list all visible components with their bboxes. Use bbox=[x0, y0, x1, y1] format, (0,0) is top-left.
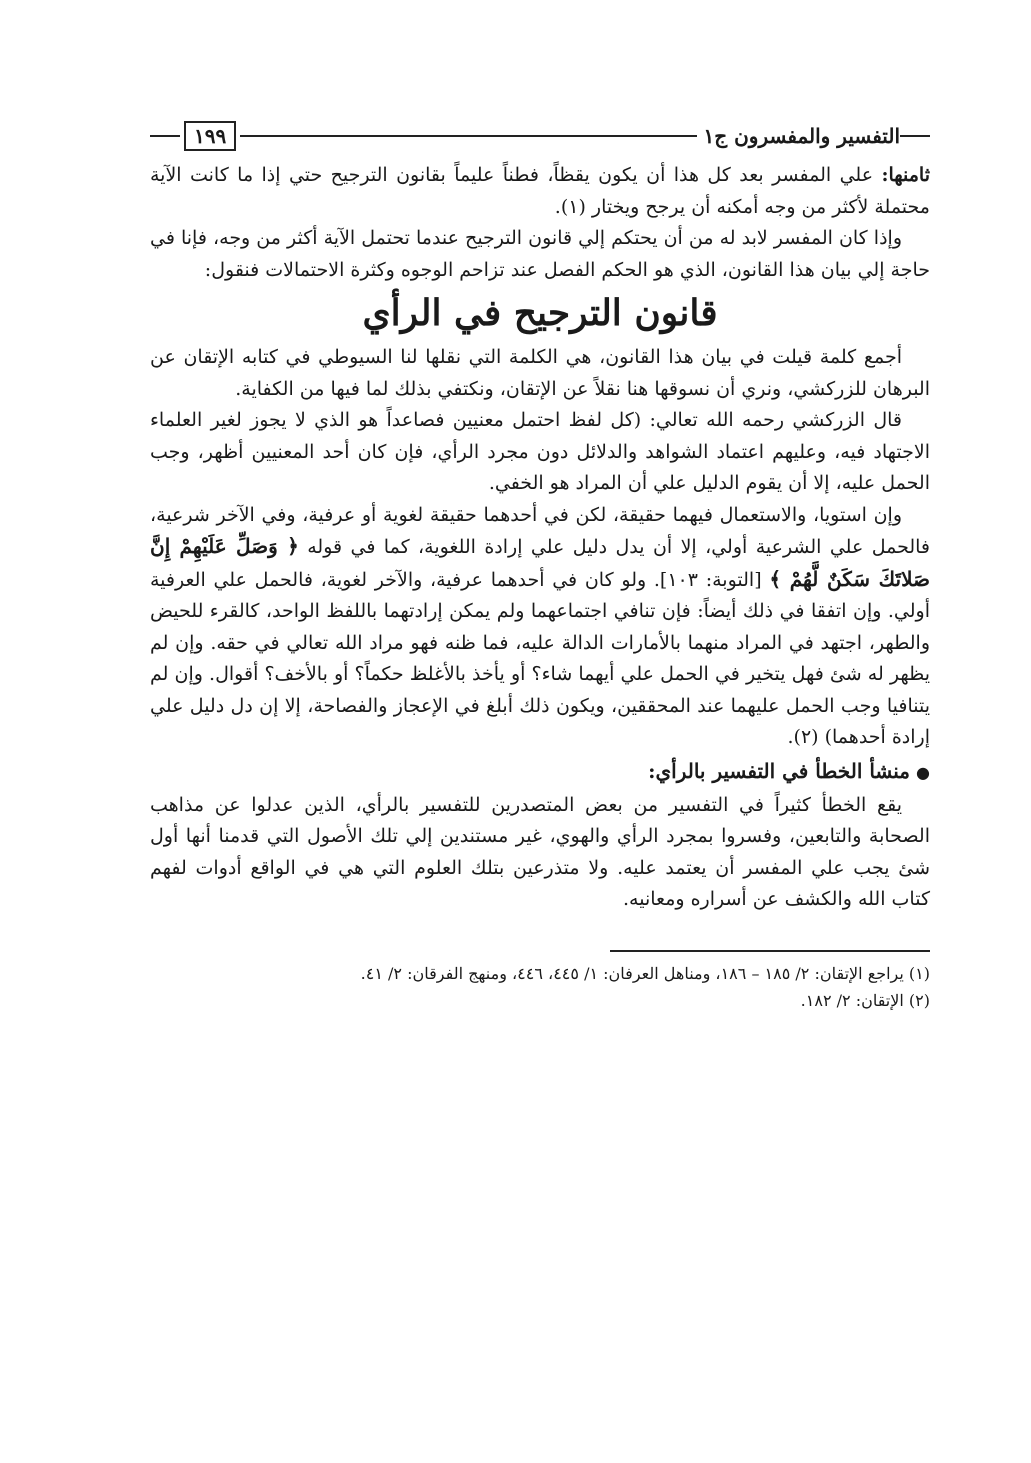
paragraph-text-before-verse: وإن استويا، والاستعمال فيهما حقيقة، لكن في أحدهما حقيقة لغوية أو عرفية، وفي الآخر شرعية، فالحمل علي الشرعية أولي، إلا أن يدل دليل علي إرادة اللغوية، كما في قوله bbox=[150, 503, 930, 558]
header-title: التفسير والمفسرون ج١ bbox=[703, 124, 900, 148]
footnote-divider bbox=[610, 950, 930, 952]
bullet-icon: ● bbox=[916, 762, 930, 782]
quran-verse: ﴿ وَصَلِّ عَلَيْهِمْ إِنَّ صَلاتَكَ سَكَنٌ لَّهُمْ ﴾ bbox=[150, 534, 930, 591]
page-number: ١٩٩ bbox=[184, 121, 236, 151]
paragraph-error-origin: يقع الخطأ كثيراً في التفسير من بعض المتصدرين للتفسير بالرأي، الذين عدلوا عن مذاهب الصحابة والتابعين، وفسروا بمجرد الرأي والهوي، غير مستندين إلي تلك الأصول التي قدمنا أنها أول شئ يجب علي المفسر أن يعتمد عليه. ولا متذرعين بتلك العلوم التي هي في الواقع أدوات لفهم كتاب الله والكشف عن أسراره ومعانيه. bbox=[150, 793, 930, 910]
paragraph-zarkashi-quote: قال الزركشي رحمه الله تعالي: (كل لفظ احتمل معنيين فصاعداً هو الذي لا يجوز لغير العلماء الاجتهاد فيه، وعليهم اعتماد الشواهد والدلائل دون مجرد الرأي، فإن كان أحد المعنيين أظهر، وجب الحمل عليه، إلا أن يقوم الدليل علي أن المراد هو الخفي. bbox=[150, 409, 930, 494]
footnotes bbox=[150, 960, 930, 1014]
subsection-heading bbox=[150, 754, 930, 790]
paragraph-lead-word: ثامنها: bbox=[881, 164, 930, 186]
book-page bbox=[150, 118, 930, 1014]
footnote-1: (١) يراجع الإتقان: ٢/ ١٨٥ – ١٨٦، ومناهل العرفان: ١/ ٤٤٥، ٤٤٦، ومنهج الفرقان: ٢/ ٤١. bbox=[360, 963, 930, 983]
footnote-2: (٢) الإتقان: ٢/ ١٨٢. bbox=[800, 990, 930, 1010]
paragraph-zarkashi-continuation bbox=[150, 500, 930, 754]
section-heading: قانون الترجيح في الرأي bbox=[362, 292, 718, 334]
paragraph-eighth-text: علي المفسر بعد كل هذا أن يكون يقظاً، فطناً عليماً بقانون الترجيح حتي إذا ما كانت الآية محتملة لأكثر من وجه أمكنه أن يرجح ويختار (١). bbox=[150, 164, 930, 218]
paragraph-intro-rule: وإذا كان المفسر لابد له من أن يحتكم إلي قانون الترجيح عندما تحتمل الآية أكثر من وجه، فإنا في حاجة إلي بيان هذا القانون، الذي هو الحكم الفصل عند تزاحم الوجوه وكثرة الاحتمالات فنقول: bbox=[150, 227, 930, 281]
paragraph-itqan: أجمع كلمة قيلت في بيان هذا القانون، هي الكلمة التي نقلها لنا السيوطي في كتابه الإتقان عن البرهان للزركشي، ونري أن نسوقها هنا نقلاً عن الإتقان، ونكتفي بذلك لما فيها من الكفاية. bbox=[150, 346, 930, 400]
header-rule-right bbox=[900, 135, 930, 137]
header-rule-left bbox=[150, 135, 180, 137]
header-rule-middle bbox=[240, 135, 697, 137]
paragraph-text-after-verse: [التوبة: ١٠٣]. ولو كان في أحدهما عرفية، والآخر لغوية، فالحمل علي العرفية أولي. وإن اتفقا في ذلك أيضاً: فإن تنافي اجتماعهما ولم يمكن إرادتهما باللفظ الواحد، كالقرء للحيض والطهر، اجتهد في المراد منهما بالأمارات الدالة عليه، فما ظنه فهو مراد الله تعالي في حقه. وإن لم يظهر له شئ فهل يتخير في الحمل علي أيهما شاء؟ أو يأخذ بالأغلظ حكماً؟ أو بالأخف؟ أقوال. وإن لم يتنافيا وجب الحمل عليهما عند المحققين، ويكون ذلك أبلغ في الإعجاز والفصاحة، إلا إن دل دليل علي إرادة أحدهما) (٢). bbox=[150, 568, 930, 748]
subsection-title: منشأ الخطأ في التفسير بالرأي: bbox=[648, 758, 911, 783]
paragraph-eighth bbox=[150, 160, 930, 223]
running-header bbox=[150, 118, 930, 154]
